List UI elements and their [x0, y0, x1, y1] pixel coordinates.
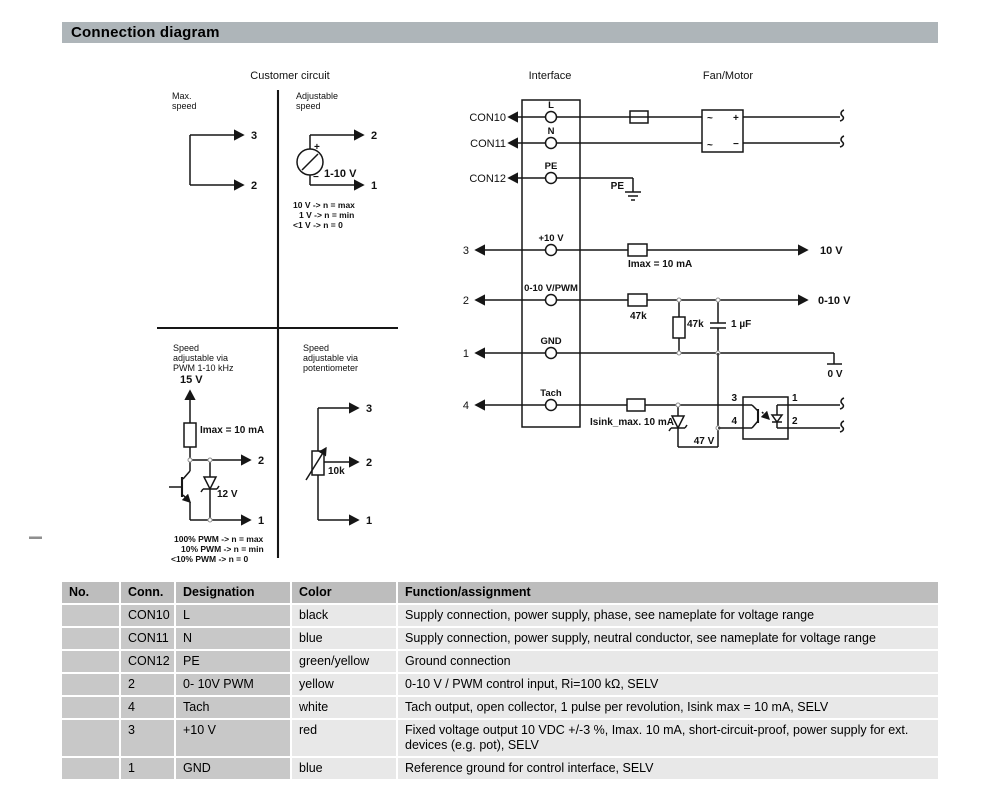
cell-conn: CON12	[121, 651, 174, 672]
cell-conn: 3	[121, 720, 174, 756]
cell-designation: +10 V	[176, 720, 290, 756]
cell-function: Supply connection, power supply, phase, see nameplate for voltage range	[398, 605, 938, 626]
pwm-terminal-1: 1	[258, 515, 265, 527]
pwm-label-line2: adjustable via	[173, 353, 229, 363]
terminal-2-label: 2	[462, 295, 469, 307]
rectifier-ac1: ~	[707, 113, 713, 124]
quadrant-dividers	[157, 90, 398, 558]
shunt-resistor-symbol	[673, 300, 685, 353]
pot-terminal-3: 3	[366, 403, 373, 415]
cell-color: red	[292, 720, 396, 756]
cell-no	[62, 628, 119, 649]
heading-fan-motor: Fan/Motor	[702, 70, 754, 82]
terminal-10v	[546, 245, 557, 256]
adjustable-speed-note-2: 1 V -> n = min	[299, 210, 355, 220]
cell-designation: GND	[176, 758, 290, 779]
line-con12-pe	[469, 161, 641, 200]
output-pwm-label: 0-10 V	[818, 295, 851, 307]
line-con11-n	[470, 126, 702, 150]
terminal-pe	[546, 173, 557, 184]
heading-customer-circuit: Customer circuit	[250, 70, 330, 82]
adjustable-speed-terminal-2: 2	[371, 130, 378, 142]
adjustable-speed-label-line1: Adjustable	[296, 91, 339, 101]
resistor-symbol	[628, 294, 647, 306]
terminal-n	[546, 138, 557, 149]
adjustable-speed-note-1: 10 V -> n = max	[293, 200, 355, 210]
pwm-supply-label: 15 V	[180, 374, 203, 386]
table-header-cell: No.	[62, 582, 119, 603]
rectifier-symbol	[702, 110, 844, 152]
cell-conn: 2	[121, 674, 174, 695]
pwm-terminal-2: 2	[258, 455, 265, 467]
cell-function: 0-10 V / PWM control input, Ri=100 kΩ, SELV	[398, 674, 938, 695]
adjustable-speed-note-3: <1 V -> n = 0	[293, 220, 343, 230]
cell-conn: 4	[121, 697, 174, 718]
opto-pin2-label: 2	[792, 416, 798, 427]
rectifier-plus: +	[733, 113, 739, 124]
cell-conn: CON11	[121, 628, 174, 649]
pwm-note-2: 10% PWM -> n = min	[181, 544, 264, 554]
pin-pe-label: PE	[544, 161, 558, 172]
pot-label-line2: adjustable via	[303, 353, 359, 363]
con11-label: CON11	[470, 138, 506, 150]
break-symbol	[840, 398, 844, 409]
max-speed-terminal-2: 2	[251, 180, 258, 192]
out-0v-label: 0 V	[827, 369, 843, 380]
terminal-l	[546, 112, 557, 123]
cell-no	[62, 674, 119, 695]
potentiometer-circuit	[303, 343, 372, 527]
pe-ground-label: PE	[610, 181, 624, 192]
table-header-cell: Designation	[176, 582, 290, 603]
r-shunt-label: 47k	[687, 319, 704, 330]
line-con10-l	[469, 100, 702, 124]
output-10v-label: 10 V	[820, 245, 843, 257]
max-speed-label-line2: speed	[172, 101, 197, 111]
break-symbol	[840, 136, 844, 147]
cap-label: 1 µF	[731, 319, 752, 330]
heading-interface: Interface	[528, 70, 572, 82]
pot-value: 10k	[328, 466, 345, 477]
pwm-imax-label: Imax = 10 mA	[200, 425, 265, 436]
pwm-label-line1: Speed	[173, 343, 200, 353]
terminal-3-label: 3	[462, 245, 469, 257]
cell-color: green/yellow	[292, 651, 396, 672]
terminal-gnd	[546, 348, 557, 359]
pin-n-label: N	[547, 126, 555, 137]
cell-designation: N	[176, 628, 290, 649]
cell-conn: 1	[121, 758, 174, 779]
pwm-note-1: 100% PWM -> n = max	[174, 534, 264, 544]
cell-no	[62, 697, 119, 718]
line-pwm	[463, 283, 851, 353]
break-symbol	[840, 421, 844, 432]
cell-no	[62, 605, 119, 626]
break-symbol	[840, 110, 844, 121]
pot-label-line3: potentiometer	[303, 363, 359, 373]
pin-pwm-label: 0-10 V/PWM	[524, 283, 578, 294]
opto-pin4-label: 4	[731, 416, 737, 427]
cell-designation: 0- 10V PWM	[176, 674, 290, 695]
resistor-symbol	[627, 399, 645, 411]
cell-color: white	[292, 697, 396, 718]
ground-symbol	[625, 178, 641, 200]
max-speed-label-line1: Max.	[172, 91, 192, 101]
pwm-zener-value: 12 V	[217, 489, 238, 500]
pwm-circuit	[169, 343, 264, 564]
cell-no	[62, 720, 119, 756]
cell-no	[62, 651, 119, 672]
voltage-source-value: 1-10 V	[324, 168, 357, 180]
voltage-source-plus: +	[314, 142, 320, 153]
pin-10v-label: +10 V	[538, 233, 564, 244]
cell-function: Reference ground for control interface, SELV	[398, 758, 938, 779]
cell-color: black	[292, 605, 396, 626]
rectifier-ac2: ~	[707, 140, 713, 151]
con10-label: CON10	[469, 112, 506, 124]
pwm-label-line3: PWM 1-10 kHz	[173, 363, 234, 373]
optocoupler-symbol	[743, 397, 788, 439]
isink-label: Isink_max. 10 mA	[590, 417, 674, 428]
table-header-cell: Color	[292, 582, 396, 603]
cell-function: Ground connection	[398, 651, 938, 672]
cell-function: Fixed voltage output 10 VDC +/-3 %, Imax. 10 mA, short-circuit-proof, power supply for ext. devices (e.g. pot), SELV	[398, 720, 938, 756]
transistor-symbol	[169, 471, 190, 520]
imax-label: Imax = 10 mA	[628, 259, 693, 270]
rectifier-minus: −	[733, 139, 739, 150]
cell-designation: L	[176, 605, 290, 626]
page-title: Connection diagram	[62, 22, 938, 43]
resistor-symbol	[628, 244, 647, 256]
cell-function: Supply connection, power supply, neutral conductor, see nameplate for voltage range	[398, 628, 938, 649]
opto-pin3-label: 3	[731, 393, 737, 404]
pin-l-label: L	[548, 100, 554, 111]
capacitor-symbol	[710, 300, 726, 353]
cell-color: blue	[292, 758, 396, 779]
terminal-pwm	[546, 295, 557, 306]
cell-function: Tach output, open collector, 1 pulse per revolution, Isink max = 10 mA, SELV	[398, 697, 938, 718]
resistor-symbol	[184, 423, 196, 447]
pot-terminal-1: 1	[366, 515, 373, 527]
cell-designation: PE	[176, 651, 290, 672]
r-series-label: 47k	[630, 311, 647, 322]
pin-gnd-label: GND	[540, 336, 562, 347]
con12-label: CON12	[469, 173, 506, 185]
max-speed-terminal-3: 3	[251, 130, 258, 142]
line-10v	[463, 233, 843, 270]
zero-volt-terminal	[827, 353, 842, 364]
pot-label-line1: Speed	[303, 343, 330, 353]
max-speed-circuit	[172, 91, 257, 192]
terminal-tach	[546, 400, 557, 411]
pwm-note-3: <10% PWM -> n = 0	[171, 554, 249, 564]
zener-47v-label: 47 V	[693, 436, 715, 447]
adjustable-speed-label-line2: speed	[296, 101, 321, 111]
voltage-source-minus: −	[313, 172, 319, 183]
connection-table	[62, 582, 938, 779]
table-header-cell: Function/assignment	[398, 582, 938, 603]
cell-color: yellow	[292, 674, 396, 695]
pin-tach-label: Tach	[540, 388, 562, 399]
cell-no	[62, 758, 119, 779]
cell-conn: CON10	[121, 605, 174, 626]
cell-color: blue	[292, 628, 396, 649]
pot-terminal-2: 2	[366, 457, 373, 469]
adjustable-speed-terminal-1: 1	[371, 180, 378, 192]
table-header-cell: Conn.	[121, 582, 174, 603]
line-tach	[463, 388, 844, 447]
adjustable-speed-circuit	[293, 91, 377, 230]
cell-designation: Tach	[176, 697, 290, 718]
terminal-4-label: 4	[462, 400, 469, 412]
potentiometer-symbol	[306, 448, 326, 480]
opto-pin1-label: 1	[792, 393, 798, 404]
terminal-1-label: 1	[462, 348, 469, 360]
